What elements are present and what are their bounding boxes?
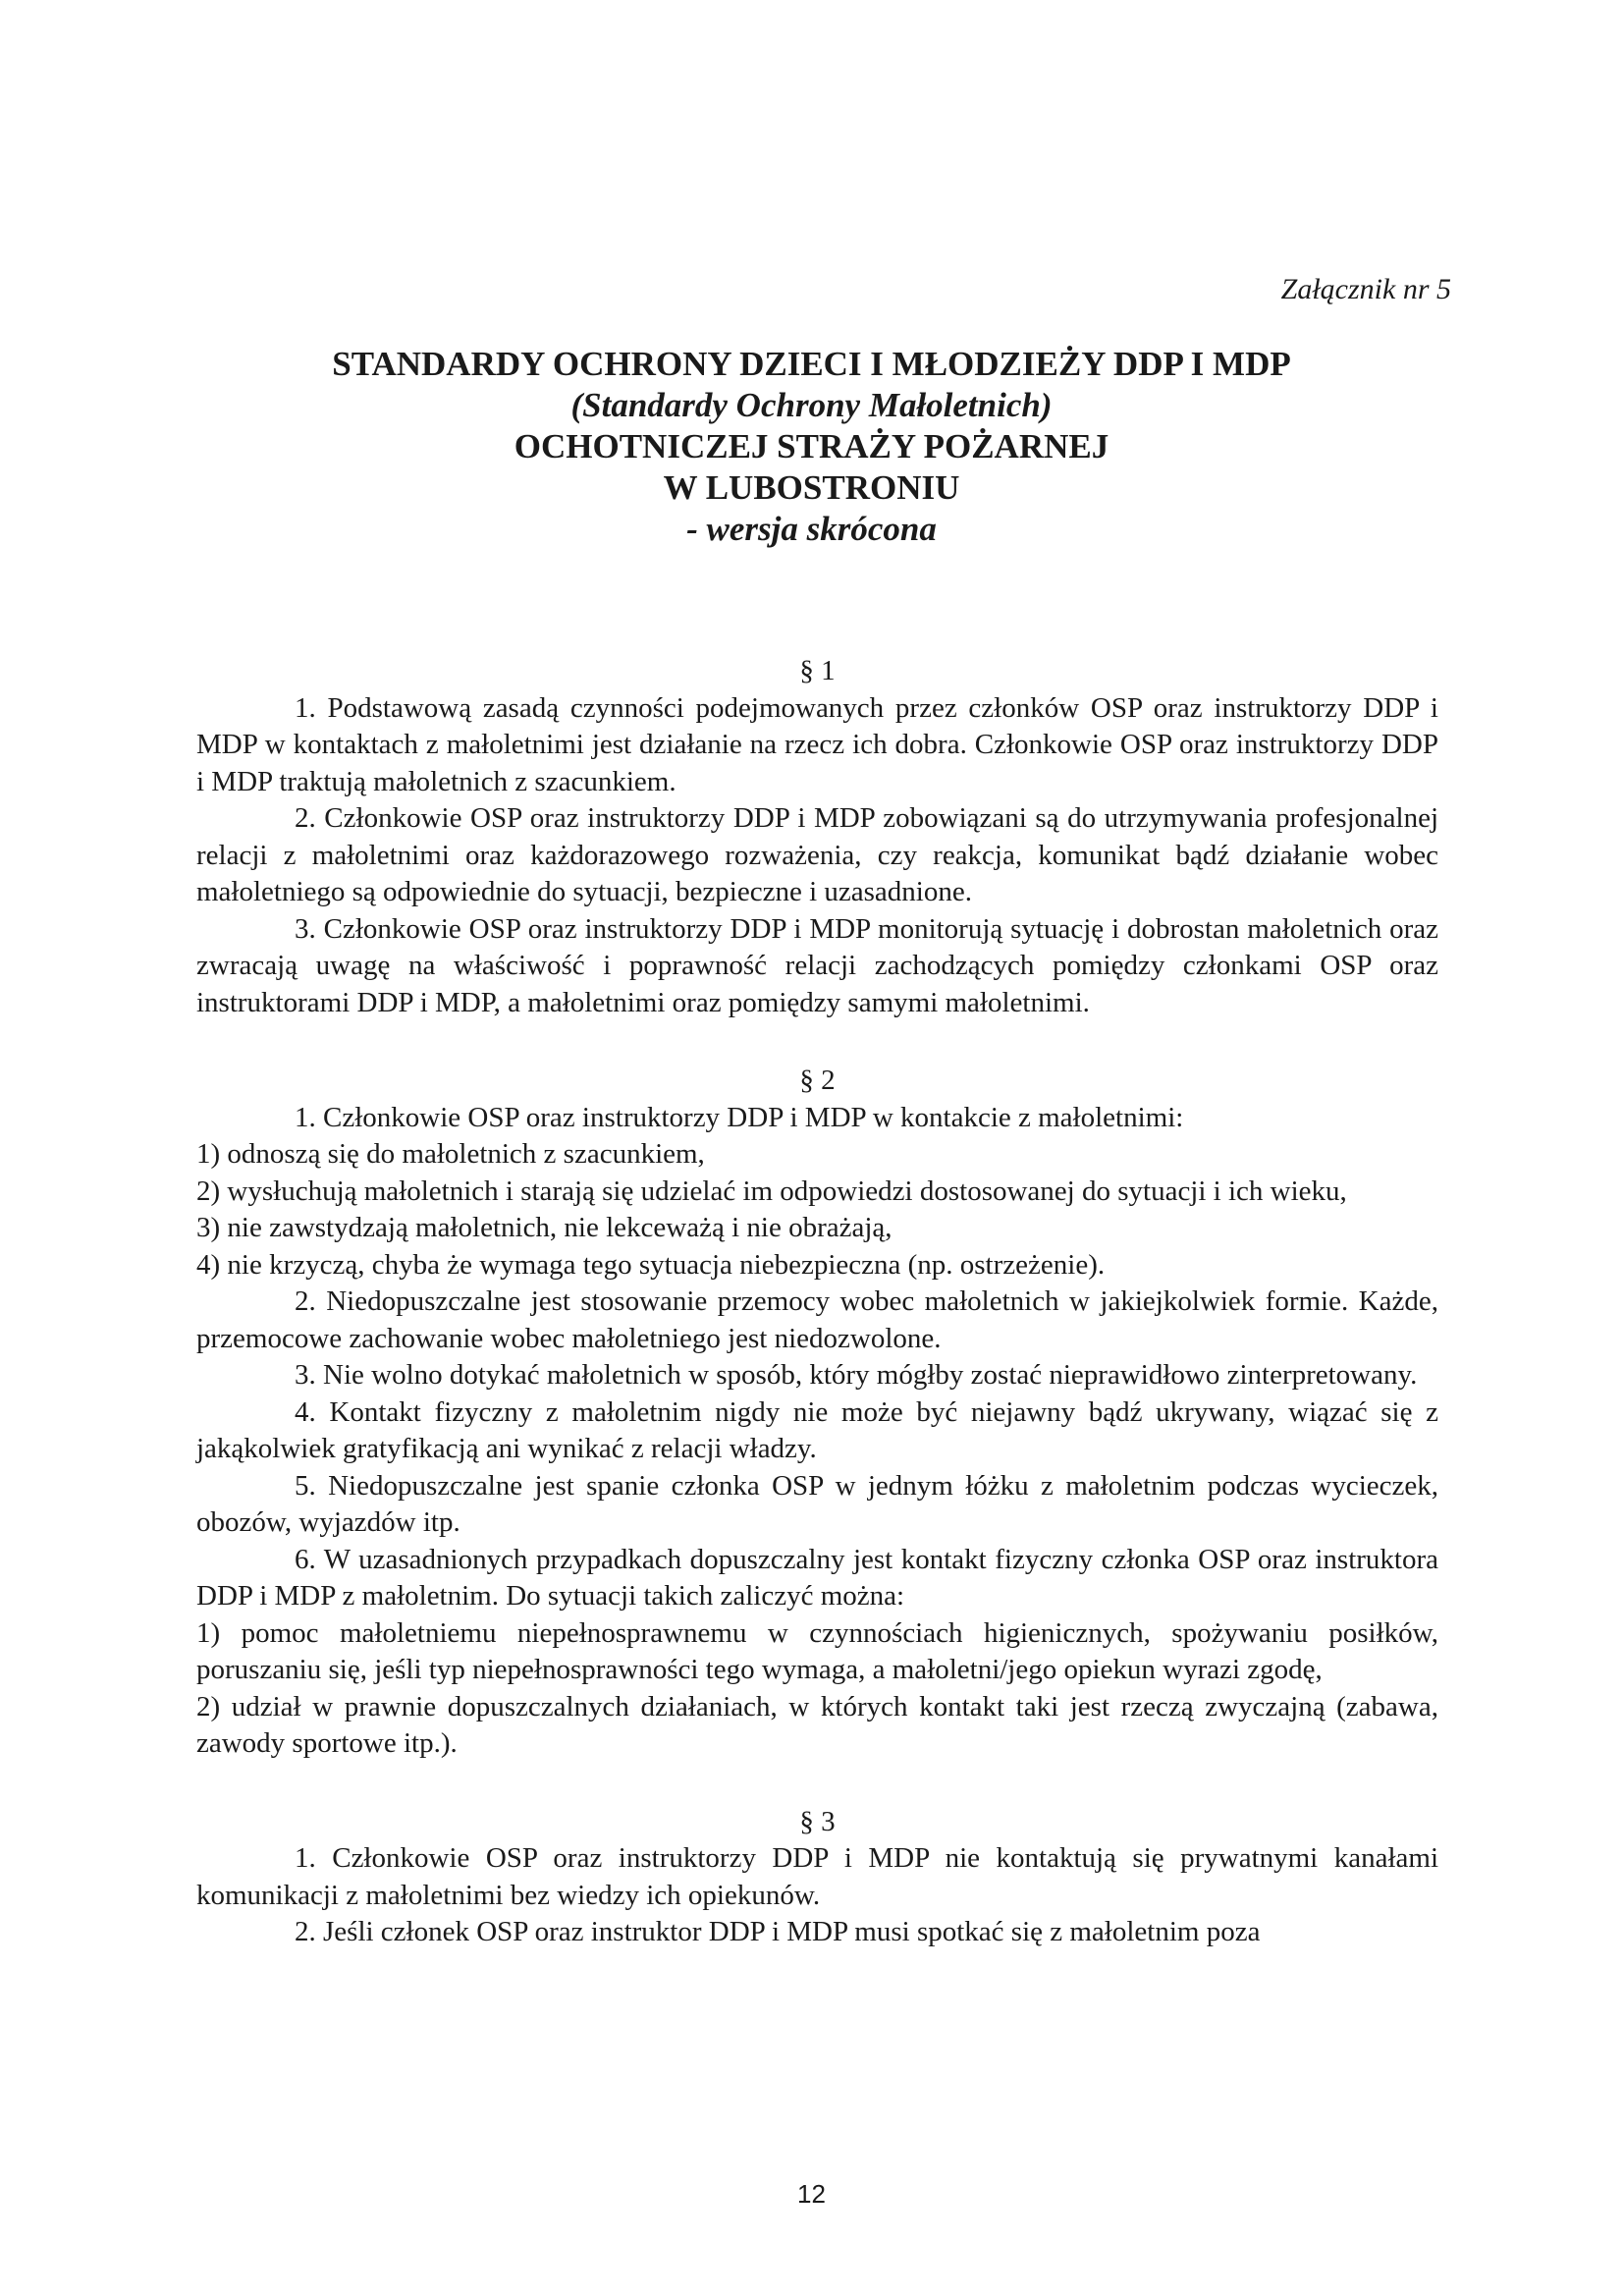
section-2-paragraph-3: 3. Nie wolno dotykać małoletnich w sposób, który mógłby zostać nieprawidłowo zinterpretowany. <box>295 1359 1418 1391</box>
section-2-paragraph-4: 4. Kontakt fizyczny z małoletnim nigdy nie może być niejawny bądź ukrywany, wiązać się z jakąkolwiek gratyfikacją ani wynikać z relacji władzy. <box>196 1395 1438 1464</box>
section-1-paragraph-3: 3. Członkowie OSP oraz instruktorzy DDP i MDP monitorują sytuację i dobrostan małoletnich oraz zwracają uwagę na właściwość i poprawność relacji zachodzących pomiędzy członkami OSP oraz instruktorami DDP i MDP, a małoletnimi oraz pomiędzy samymi małoletnimi. <box>196 912 1438 1018</box>
section-2-paragraph-5: 5. Niedopuszczalne jest spanie członka OSP w jednym łóżku z małoletnim podczas wycieczek, obozów, wyjazdów itp. <box>196 1469 1438 1538</box>
title-line-1: STANDARDY OCHRONY DZIECI I MŁODZIEŻY DDP I MDP <box>332 345 1291 383</box>
page-number: 12 <box>797 2179 826 2209</box>
section-1-paragraph-1: 1. Podstawową zasadą czynności podejmowanych przez członków OSP oraz instruktorzy DDP i MDP w kontaktach z małoletnimi jest działanie na rzecz ich dobra. Członkowie OSP oraz instruktorzy DDP i MDP traktują małoletnich z szacunkiem. <box>196 691 1438 797</box>
document-title <box>0 344 1623 550</box>
title-line-2: (Standardy Ochrony Małoletnich) <box>570 386 1053 424</box>
list-item: 4) nie krzyczą, chyba że wymaga tego sytuacja niebezpieczna (np. ostrzeżenie). <box>196 1248 1106 1281</box>
section-1-paragraph-2: 2. Członkowie OSP oraz instruktorzy DDP i MDP zobowiązani są do utrzymywania profesjonalnej relacji z małoletnimi oraz każdorazowego rozważenia, czy reakcja, komunikat bądź działanie wobec małoletniego są odpowiednie do sytuacji, bezpieczne i uzasadnione. <box>196 802 1438 907</box>
section-2-heading: § 2 <box>799 1065 836 1096</box>
section-3-heading: § 3 <box>799 1805 836 1837</box>
attachment-label: Załącznik nr 5 <box>1280 273 1451 305</box>
title-line-3: OCHOTNICZEJ STRAŻY POŻARNEJ <box>514 427 1109 465</box>
list-item: 3) nie zawstydzają małoletnich, nie lekceważą i nie obrażają, <box>196 1212 893 1243</box>
list-item: 2) udział w prawnie dopuszczalnych działaniach, w których kontakt taki jest rzeczą zwyczajną (zabawa, zawody sportowe itp.). <box>196 1690 1438 1759</box>
section-2-paragraph-1: 1. Członkowie OSP oraz instruktorzy DDP i MDP w kontakcie z małoletnimi: <box>295 1101 1184 1133</box>
section-3-paragraph-2: 2. Jeśli członek OSP oraz instruktor DDP i MDP musi spotkać się z małoletnim poza <box>295 1916 1261 1947</box>
list-item: 1) pomoc małoletniemu niepełnosprawnemu w czynnościach higienicznych, spożywaniu posiłków, poruszaniu się, jeśli typ niepełnosprawności tego wymaga, a małoletni/jego opiekun wyrazi zgodę, <box>196 1616 1438 1685</box>
document-body <box>196 653 1438 1951</box>
section-2-paragraph-2: 2. Niedopuszczalne jest stosowanie przemocy wobec małoletnich w jakiejkolwiek formie. Każde, przemocowe zachowanie wobec małoletniego jest niedozwolone. <box>196 1285 1438 1354</box>
title-line-4: W LUBOSTRONIU <box>663 468 960 507</box>
section-3-paragraph-1: 1. Członkowie OSP oraz instruktorzy DDP i MDP nie kontaktują się prywatnymi kanałami komunikacji z małoletnimi bez wiedzy ich opiekunów. <box>196 1842 1438 1911</box>
list-item: 1) odnoszą się do małoletnich z szacunkiem, <box>196 1138 705 1170</box>
list-item: 2) wysłuchują małoletnich i starają się udzielać im odpowiedzi dostosowanej do sytuacji i ich wieku, <box>196 1175 1347 1207</box>
section-1-heading: § 1 <box>799 655 836 686</box>
section-2-paragraph-6: 6. W uzasadnionych przypadkach dopuszczalny jest kontakt fizyczny członka OSP oraz instruktora DDP i MDP z małoletnim. Do sytuacji takich zaliczyć można: <box>196 1543 1438 1612</box>
title-line-5: - wersja skrócona <box>686 510 937 548</box>
